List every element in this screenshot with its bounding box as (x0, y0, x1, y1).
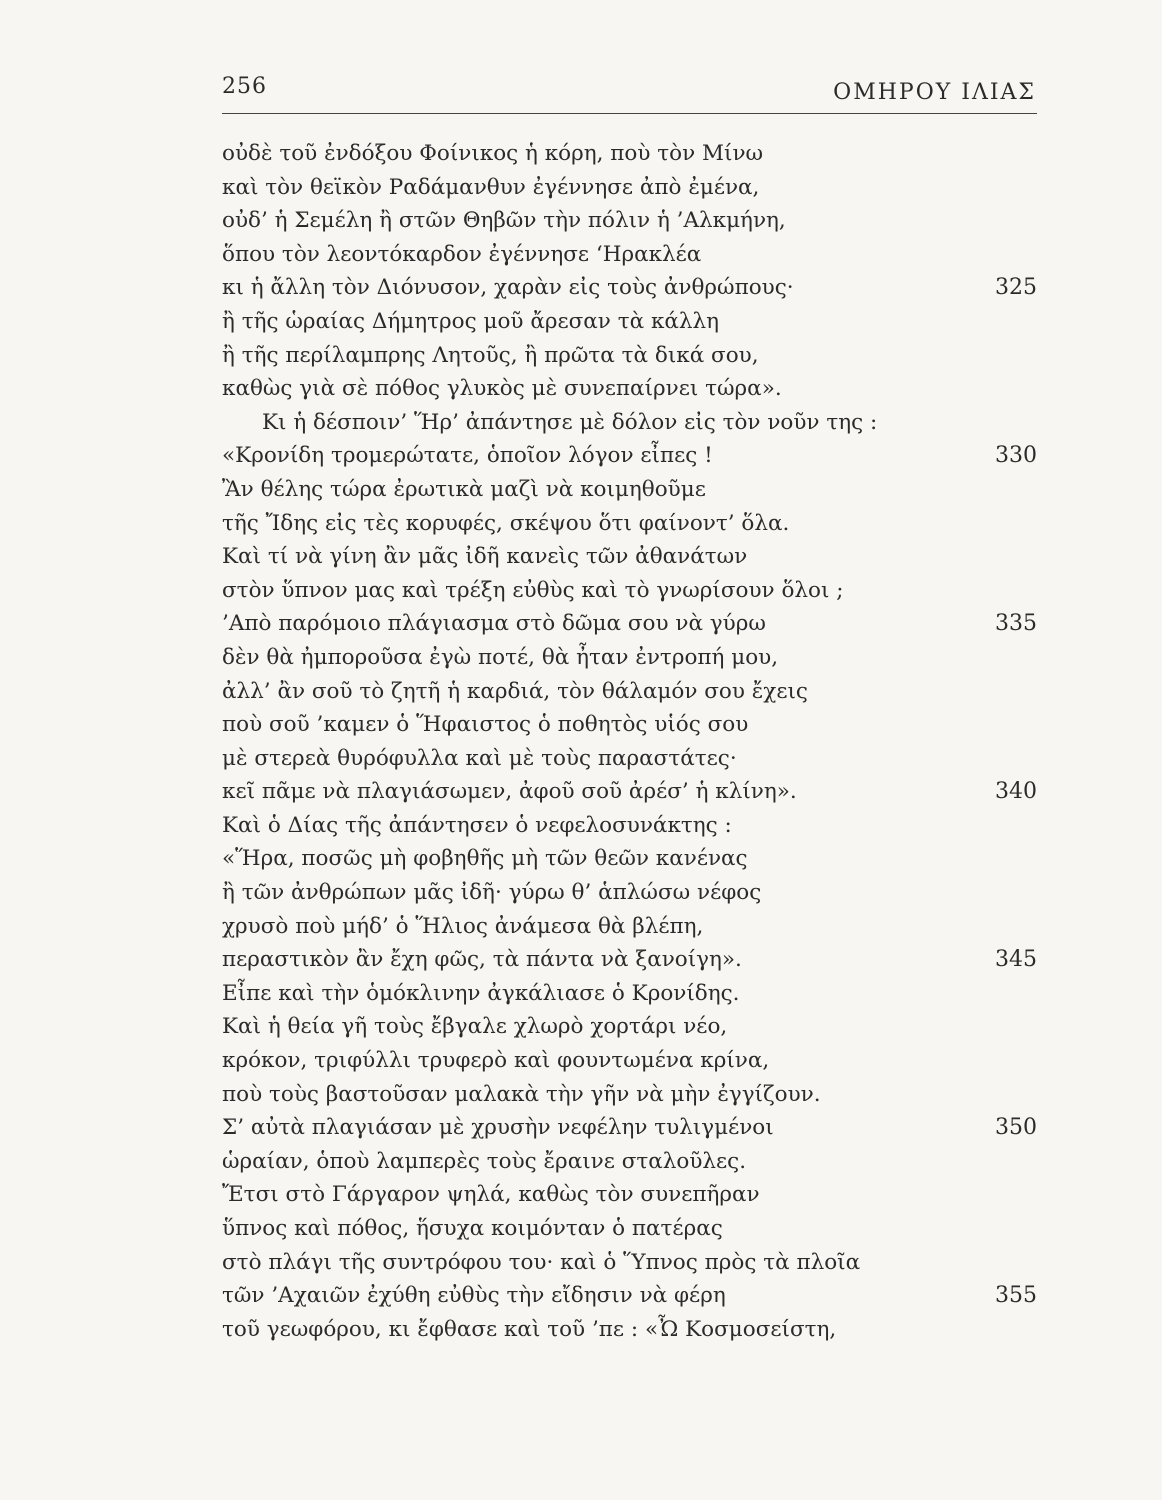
verse-text: τῶν ’Αχαιῶν ἐχύθη εὐθὺς τὴν εἴδησιν νὰ φέρη (222, 1283, 726, 1309)
verse-line (222, 977, 1037, 1011)
verse-line (222, 876, 1037, 910)
verse-line (222, 406, 1037, 440)
verse-line (222, 607, 1037, 641)
verse-text: χρυσὸ ποὺ μήδ’ ὁ Ἥλιος ἀνάμεσα θὰ βλέπη, (222, 913, 704, 939)
verse-text: Κι ἡ δέσποιν’ Ἥρ’ ἀπάντησε μὲ δόλον εἰς τὸν νοῦν της : (262, 409, 878, 435)
verse-line (222, 1078, 1037, 1112)
verse-text: ποὺ σοῦ ’καμεν ὁ Ἥφαιστος ὁ ποθητὸς υἱός σου (222, 712, 749, 738)
verse-text: Καὶ τί νὰ γίνη ἂν μᾶς ἰδῆ κανεὶς τῶν ἀθανάτων (222, 544, 748, 570)
verse-line (222, 507, 1037, 541)
line-number: 345 (995, 947, 1037, 973)
verse-text: μὲ στερεὰ θυρόφυλλα καὶ μὲ τοὺς παραστάτες· (222, 745, 737, 771)
verse-text: ἢ τῆς περίλαμπρης Λητοῦς, ἢ πρῶτα τὰ δικά σου, (222, 342, 759, 368)
verse-line (222, 742, 1037, 776)
page-number: 256 (222, 74, 267, 99)
verse-text: ὅπου τὸν λεοντόκαρδον ἐγέννησε ‘Ηρακλέα (222, 241, 702, 267)
verse-text: Ἔτσι στὸ Γάργαρον ψηλά, καθὼς τὸν συνεπῆραν (222, 1182, 760, 1208)
verse-line (222, 1010, 1037, 1044)
verse-line (222, 473, 1037, 507)
verse-text: περαστικὸν ἂν ἔχη φῶς, τὰ πάντα νὰ ξανοίγη». (222, 947, 742, 973)
verse-line (222, 910, 1037, 944)
verse-line (222, 439, 1037, 473)
verse-line (222, 339, 1037, 373)
verse-line (222, 1178, 1037, 1212)
verse-text: ἀλλ’ ἂν σοῦ τὸ ζητῆ ἡ καρδιά, τὸν θάλαμόν σου ἔχεις (222, 678, 808, 704)
verse-text: «Ἥρα, ποσῶς μὴ φοβηθῆς μὴ τῶν θεῶν κανένας (222, 846, 748, 872)
verse-text: Εἶπε καὶ τὴν ὁμόκλινην ἀγκάλιασε ὁ Κρονίδης. (222, 980, 740, 1006)
verse-text: ’Απὸ παρόμοιο πλάγιασμα στὸ δῶμα σου νὰ γύρω (222, 611, 766, 637)
verse-line (222, 842, 1037, 876)
verse-line (222, 540, 1037, 574)
verse-text: ὕπνος καὶ πόθος, ἥσυχα κοιμόνταν ὁ πατέρας (222, 1216, 723, 1241)
line-number: 330 (995, 443, 1037, 469)
verse-line (222, 238, 1037, 272)
verse-text: Ἂν θέλης τώρα ἐρωτικὰ μαζὶ νὰ κοιμηθοῦμε (222, 476, 706, 502)
verse-line (222, 809, 1037, 843)
verse-line (222, 137, 1037, 171)
verse-text: Σ’ αὐτὰ πλαγιάσαν μὲ χρυσὴν νεφέλην τυλιγμένοι (222, 1115, 774, 1141)
verse-line (222, 204, 1037, 238)
line-number: 335 (995, 611, 1037, 637)
line-number: 355 (995, 1283, 1037, 1309)
verse-line (222, 372, 1037, 406)
verse-text: στὸν ὕπνον μας καὶ τρέξη εὐθὺς καὶ τὸ γνωρίσουν ὅλοι ; (222, 577, 844, 603)
verse-text: ποὺ τοὺς βαστοῦσαν μαλακὰ τὴν γῆν νὰ μὴν ἐγγίζουν. (222, 1081, 821, 1107)
verse-text: ὡραίαν, ὁποὺ λαμπερὲς τοὺς ἔραινε σταλοῦλες. (222, 1148, 747, 1174)
verse-text: οὐδὲ τοῦ ἐνδόξου Φοίνικος ἡ κόρη, ποὺ τὸν Μίνω (222, 141, 764, 166)
verse-line (222, 1279, 1037, 1313)
header-rule (222, 113, 1037, 114)
verse-text: ἢ τῆς ὡραίας Δήμητρος μοῦ ἄρεσαν τὰ κάλλη (222, 308, 720, 334)
verse-line (222, 1145, 1037, 1179)
verse-line (222, 1246, 1037, 1280)
line-number: 325 (995, 275, 1037, 301)
verse-text: καὶ τὸν θεϊκὸν Ραδάμανθυν ἐγέννησε ἀπὸ ἐμένα, (222, 174, 760, 200)
verse-text: στὸ πλάγι τῆς συντρόφου του· καὶ ὁ Ὕπνος πρὸς τὰ πλοῖα (222, 1249, 861, 1275)
verse-text: ἢ τῶν ἀνθρώπων μᾶς ἰδῆ· γύρω θ’ ἁπλώσω νέφος (222, 880, 762, 906)
verse-line (222, 708, 1037, 742)
verse-text: κεῖ πᾶμε νὰ πλαγιάσωμεν, ἀφοῦ σοῦ ἀρέσ’ ἡ κλίνη». (222, 779, 797, 805)
verse-text: καθὼς γιὰ σὲ πόθος γλυκὸς μὲ συνεπαίρνει τώρα». (222, 376, 782, 402)
verse-text: κι ἡ ἄλλη τὸν Διόνυσον, χαρὰν εἰς τοὺς ἀνθρώπους· (222, 275, 794, 301)
verse-line (222, 171, 1037, 205)
line-number: 340 (995, 779, 1037, 805)
verse-text: τῆς Ἴδης εἰς τὲς κορυφές, σκέψου ὅτι φαίνοντ’ ὅλα. (222, 510, 790, 536)
verse-line (222, 1212, 1037, 1246)
verse-text: Καὶ ὁ Δίας τῆς ἀπάντησεν ὁ νεφελοσυνάκτης : (222, 812, 732, 838)
verse-line (222, 305, 1037, 339)
verse-line (222, 1044, 1037, 1078)
verse-line (222, 1111, 1037, 1145)
verse-line (222, 574, 1037, 608)
verse-text: οὐδ’ ἡ Σεμέλη ἢ στῶν Θηβῶν τὴν πόλιν ἡ ’Αλκμήνη, (222, 208, 786, 234)
verse-text: Καὶ ἡ θεία γῆ τοὺς ἔβγαλε χλωρὸ χορτάρι νέο, (222, 1014, 728, 1040)
verse-line (222, 775, 1037, 809)
verse-line (222, 271, 1037, 305)
verse-text: δὲν θὰ ἠμποροῦσα ἐγὼ ποτέ, θὰ ἦταν ἐντροπή μου, (222, 644, 779, 670)
verse-text: τοῦ γεωφόρου, κι ἔφθασε καὶ τοῦ ’πε : «Ὦ Κοσμοσείστη, (222, 1316, 837, 1342)
line-number: 350 (995, 1115, 1037, 1141)
verse-line (222, 943, 1037, 977)
verse-line (222, 1313, 1037, 1347)
poem-text (222, 137, 1037, 1346)
verse-text: κρόκον, τριφύλλι τρυφερὸ καὶ φουντωμένα κρίνα, (222, 1048, 770, 1074)
verse-line (222, 641, 1037, 675)
verse-line (222, 675, 1037, 709)
verse-text: «Κρονίδη τρομερώτατε, ὁποῖον λόγον εἶπες ! (222, 443, 713, 469)
running-title: ΟΜΗΡΟΥ ΙΛΙΑΣ (833, 80, 1036, 105)
